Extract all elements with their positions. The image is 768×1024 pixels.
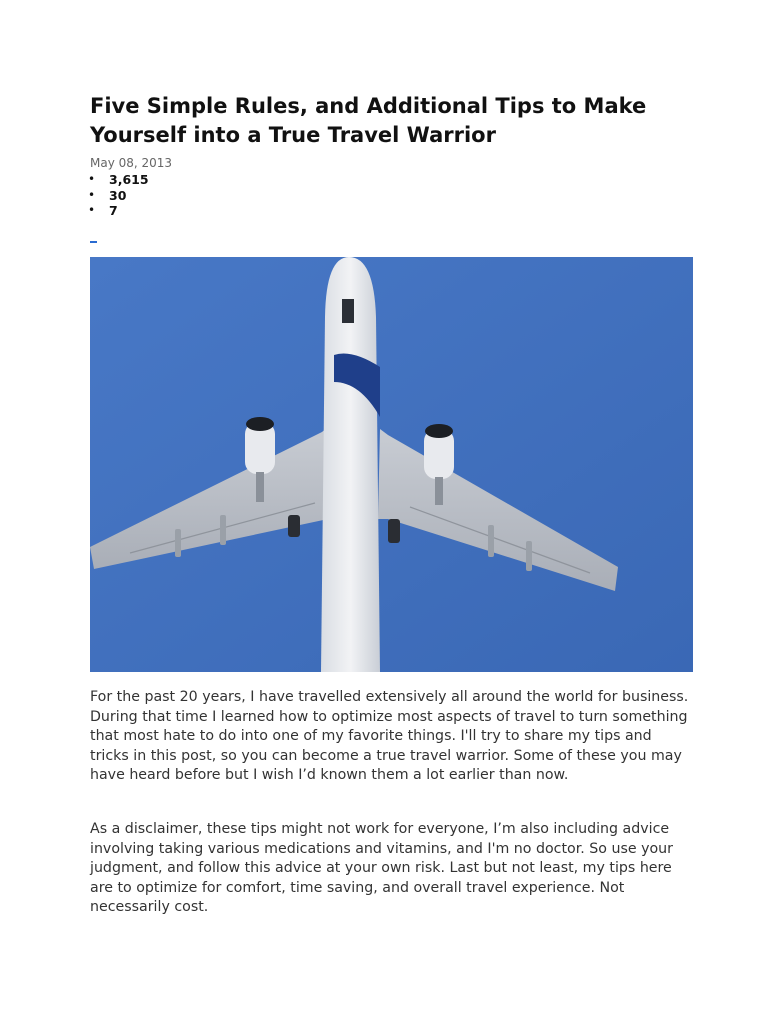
stat-comments: • 30 [88,187,127,203]
airplane-illustration [90,257,693,672]
stat-views-value: 3,615 [109,172,149,187]
paragraph-1: For the past 20 years, I have travelled extensively all around the world for business. During that time I learned how to optimize most aspects of travel to turn something that most hate to do into one of my favorite things. I'll try to share my tips and tricks in this post, so you can become a true travel warrior. Some of these you may have heard before but I wish I’d known them a lot earlier than now. [90,689,689,783]
hero-image-airplane [90,257,693,672]
stat-views: • 3,615 [88,172,149,187]
image-link[interactable] [90,238,97,243]
stat-likes-value: 7 [109,203,118,218]
stat-likes: • 7 [88,203,118,218]
article-stats [88,172,149,219]
stat-comments-value: 30 [109,187,127,203]
fuselage-marking [342,299,354,323]
article-title: Five Simple Rules, and Additional Tips to Make Yourself into a True Travel Warrior [90,94,647,147]
publish-date: May 08, 2013 [90,156,173,170]
paragraph-2: As a disclaimer, these tips might not work for everyone, I’m also including advice involving taking various medications and vitamins, and I'm no doctor. So use your judgment, and follow this advice at your own risk. Last but not least, my tips here are to optimize for comfort, time saving, and overall travel experience. Not necessarily cost. [90,821,673,915]
